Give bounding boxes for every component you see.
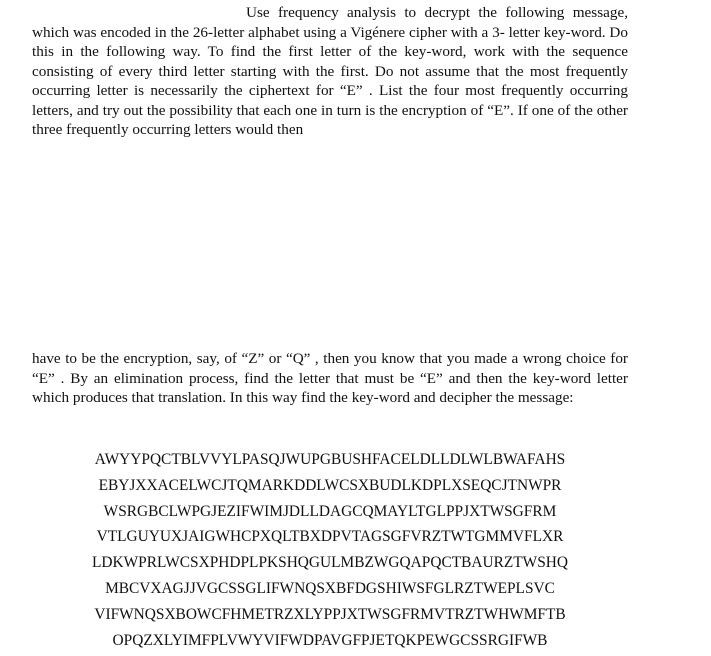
ciphertext-line-5: LDKWPRLWCSXPHDPLPKSHQGULMBZWGQAPQCTBAURZTWSHQ — [92, 554, 568, 572]
ciphertext-line-4: VTLGUYUXJAIGWHCPXQLTBXDPVTAGSGFVRZTWTGMMVFLXR — [96, 528, 564, 546]
ciphertext-line-6: MBCVXAGJJVGCSSGLIFWNQSXBFDGSHIWSFGLRZTWEPLSVC — [105, 579, 555, 597]
instructions-paragraph-top: Use frequency analysis to decrypt the following message, which was encoded in the 26-letter alphabet using a Vigénere cipher with a 3- letter key-word. Do this in the following way. To find the first letter of the key-word, work with the sequence consisting of every third letter starting with the first. Do not assume that the most frequently occurring letter is necessarily the ciphertext for “E” . List the four most frequently occurring letters, and try out the possibility that each one in turn is the encryption of “E”. If one of the other three frequently occurring letters would then — [32, 4, 628, 138]
ciphertext-line-7: VIFWNQSXBOWCFHMETRZXLYPPJXTWSGFRMVTRZTWHWMFTB — [94, 605, 566, 623]
ciphertext-line-8: OPQZXLYIMFPLVWYVIFWDPAVGFPJETQKPEWGCSSRGIFWB — [112, 631, 548, 649]
instructions-paragraph-bottom: have to be the encryption, say, of “Z” or “Q” , then you know that you made a wrong choice for “E” . By an elimination process, find the letter that must be “E” and then the key-word letter which produces that translation. In this way find the key-word and decipher the message: — [32, 350, 628, 406]
ciphertext-line-2: EBYJXXACELWCJTQMARKDDLWCSXBUDLKDPLXSEQCJTNWPR — [98, 476, 562, 494]
ciphertext-block — [32, 450, 628, 656]
ciphertext-line-1: AWYYPQCTBLVVYLPASQJWUPGBUSHFACELDLLDLWLBWAFAHS — [94, 451, 566, 468]
ciphertext-line-3: WSRGBCLWPGJEZIFWIMJDLLDAGCQMAYLTGLPPJXTWSGFRM — [103, 502, 557, 520]
